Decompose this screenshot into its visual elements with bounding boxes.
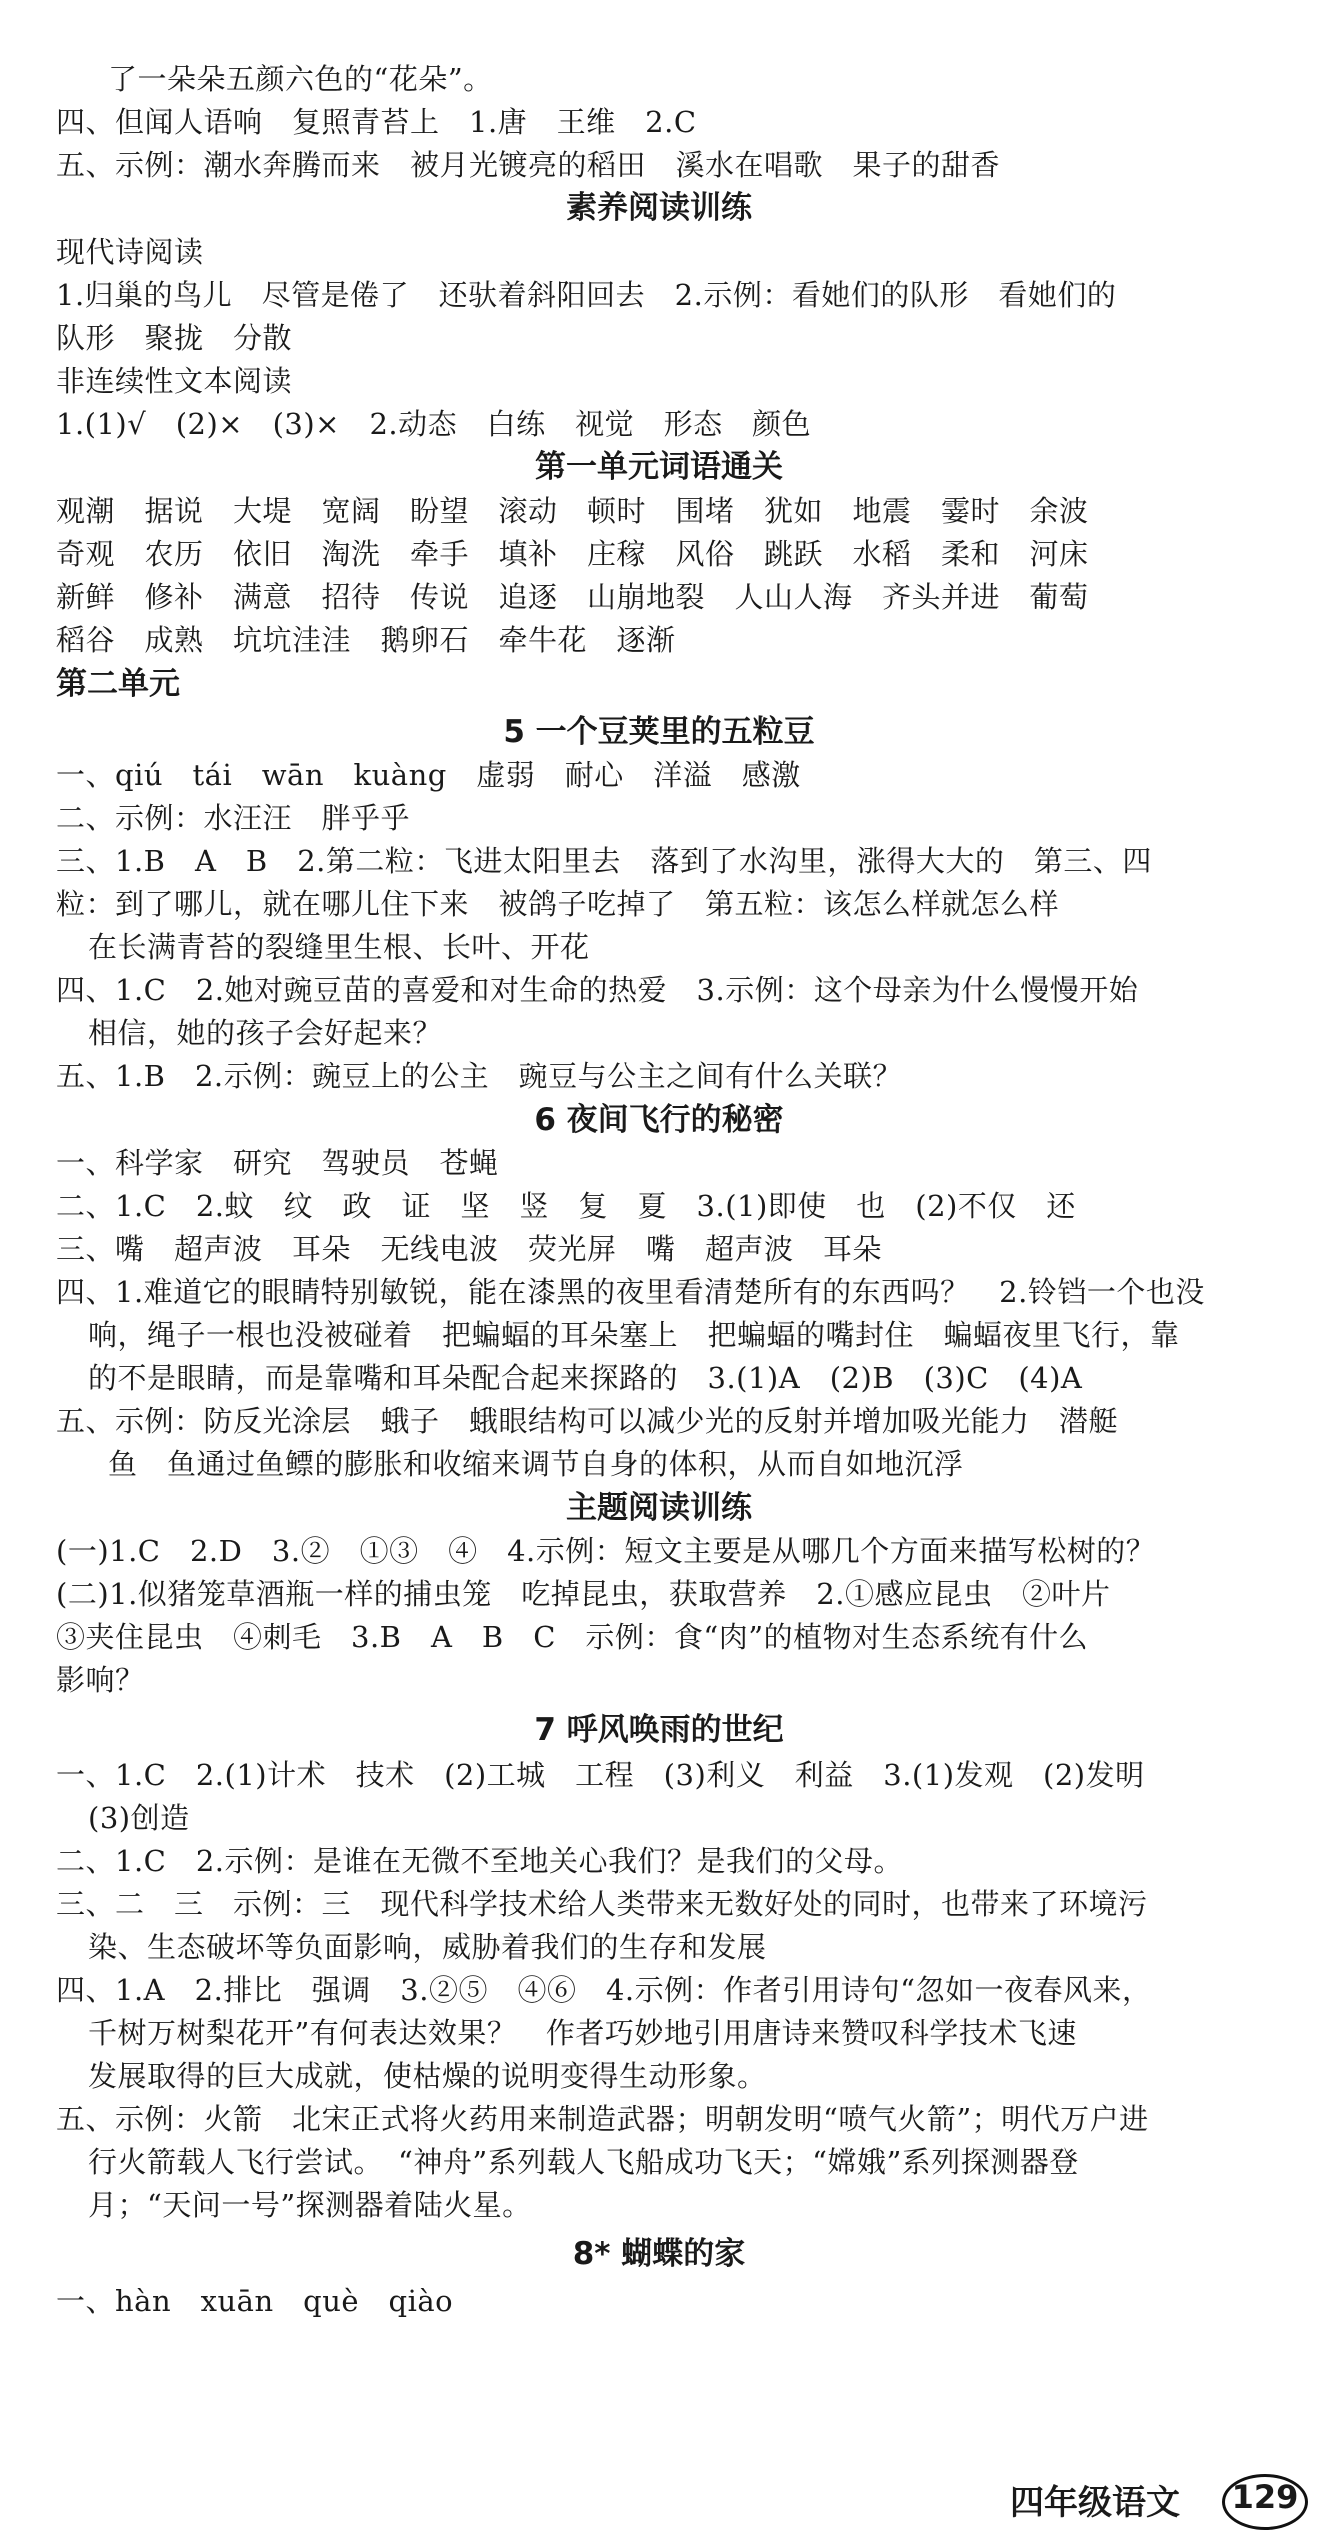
text-line: 一、qiú tái wān kuàng 虚弱 耐心 洋溢 感激 [56, 758, 801, 792]
section-heading: 第一单元词语通关 [535, 449, 783, 485]
lesson-title: 7 呼风唤雨的世纪 [534, 1712, 784, 1748]
lesson-title: 6 夜间飞行的秘密 [534, 1102, 784, 1138]
text-line: 响，绳子一根也没被碰着 把蝙蝠的耳朵塞上 把蝙蝠的嘴封住 蝙蝠夜里飞行，靠 [88, 1318, 1180, 1352]
text-line: (一)1.C 2.D 3.② ①③ ④ 4.示例：短文主要是从哪几个方面来描写松树的？ [56, 1534, 1156, 1568]
text-line: 染、生态破坏等负面影响，威胁着我们的生存和发展 [88, 1930, 767, 1964]
text-line: 三、二 三 示例：三 现代科学技术给人类带来无数好处的同时，也带来了环境污 [56, 1887, 1148, 1921]
word-row: 奇观 农历 依旧 淘洗 牵手 填补 庄稼 风俗 跳跃 水稻 柔和 河床 [56, 537, 1089, 571]
text-line: 相信，她的孩子会好起来？ [88, 1016, 443, 1050]
text-line: 五、示例：潮水奔腾而来 被月光镀亮的稻田 溪水在唱歌 果子的甜香 [56, 148, 1001, 182]
text-line: 三、嘴 超声波 耳朵 无线电波 荧光屏 嘴 超声波 耳朵 [56, 1232, 883, 1266]
page-number-badge [1222, 2474, 1306, 2528]
lesson-title: 8* 蝴蝶的家 [572, 2236, 746, 2272]
text-line: 一、hàn xuān què qiào [56, 2284, 454, 2318]
text-line: 影响？ [56, 1663, 145, 1697]
section-heading: 素养阅读训练 [566, 190, 752, 226]
text-line: 1.归巢的鸟儿 尽管是倦了 还驮着斜阳回去 2.示例：看她们的队形 看她们的 [56, 278, 1117, 312]
text-line: 现代诗阅读 [56, 235, 204, 269]
text-line: 1.(1)√ (2)× (3)× 2.动态 白练 视觉 形态 颜色 [56, 407, 812, 441]
text-line: 五、1.B 2.示例：豌豆上的公主 豌豆与公主之间有什么关联？ [56, 1059, 903, 1093]
text-line: 了一朵朵五颜六色的“花朵”。 [108, 62, 493, 96]
text-line: ③夹住昆虫 ④刺毛 3.B A B C 示例：食“肉”的植物对生态系统有什么 [56, 1620, 1089, 1654]
text-line: 的不是眼睛，而是靠嘴和耳朵配合起来探路的 3.(1)A (2)B (3)C (4)A [88, 1361, 1083, 1395]
section-heading: 主题阅读训练 [566, 1490, 752, 1526]
text-line: 一、科学家 研究 驾驶员 苍蝇 [56, 1146, 499, 1180]
text-line: 四、但闻人语响 复照青苔上 1.唐 王维 2.C [56, 105, 697, 139]
text-line: 鱼 鱼通过鱼鳔的膨胀和收缩来调节自身的体积，从而自如地沉浮 [108, 1447, 964, 1481]
word-row: 稻谷 成熟 坑坑洼洼 鹅卵石 牵牛花 逐渐 [56, 623, 676, 657]
text-line: 队形 聚拢 分散 [56, 321, 293, 355]
word-row: 新鲜 修补 满意 招待 传说 追逐 山崩地裂 人山人海 齐头并进 葡萄 [56, 580, 1089, 614]
text-line: 四、1.A 2.排比 强调 3.②⑤ ④⑥ 4.示例：作者引用诗句“忽如一夜春风来， [56, 1973, 1152, 2007]
text-line: 非连续性文本阅读 [56, 364, 293, 398]
text-line: 一、1.C 2.(1)计术 技术 (2)工城 工程 (3)利义 利益 3.(1)发观 (2)发明 [56, 1758, 1145, 1792]
text-line: 四、1.难道它的眼睛特别敏锐，能在漆黑的夜里看清楚所有的东西吗？ 2.铃铛一个也没 [56, 1275, 1205, 1309]
text-line: 四、1.C 2.她对豌豆苗的喜爱和对生命的热爱 3.示例：这个母亲为什么慢慢开始 [56, 973, 1139, 1007]
word-row: 观潮 据说 大堤 宽阔 盼望 滚动 顿时 围堵 犹如 地震 霎时 余波 [56, 494, 1089, 528]
text-line: 五、示例：火箭 北宋正式将火药用来制造武器；明朝发明“喷气火箭”；明代万户进 [56, 2102, 1149, 2136]
text-line: 二、示例：水汪汪 胖乎乎 [56, 801, 411, 835]
text-line: 行火箭载人飞行尝试。 “神舟”系列载人飞船成功飞天；“嫦娥”系列探测器登 [88, 2145, 1079, 2179]
text-line: 发展取得的巨大成就，使枯燥的说明变得生动形象。 [88, 2059, 767, 2093]
text-line: 千树万树梨花开”有何表达效果？ 作者巧妙地引用唐诗来赞叹科学技术飞速 [88, 2016, 1077, 2050]
text-line: (二)1.似猪笼草酒瓶一样的捕虫笼 吃掉昆虫，获取营养 2.①感应昆虫 ②叶片 [56, 1577, 1111, 1611]
unit-heading: 第二单元 [56, 666, 180, 702]
lesson-title: 5 一个豆荚里的五粒豆 [503, 714, 815, 750]
text-line: 三、1.B A B 2.第二粒：飞进太阳里去 落到了水沟里，涨得大大的 第三、四 [56, 844, 1152, 878]
text-line: 在长满青苔的裂缝里生根、长叶、开花 [88, 930, 590, 964]
page-number: 129 [1231, 2478, 1299, 2516]
text-line: (3)创造 [88, 1801, 190, 1835]
text-line: 二、1.C 2.示例：是谁在无微不至地关心我们？是我们的父母。 [56, 1844, 904, 1878]
grade-subject-label: 四年级语文 [1010, 2483, 1180, 2523]
text-line: 五、示例：防反光涂层 蛾子 蛾眼结构可以减少光的反射并增加吸光能力 潜艇 [56, 1404, 1119, 1438]
text-line: 二、1.C 2.蚊 纹 政 证 坚 竖 复 夏 3.(1)即使 也 (2)不仅 还 [56, 1189, 1076, 1223]
text-line: 月；“天问一号”探测器着陆火星。 [88, 2188, 532, 2222]
text-line: 粒：到了哪儿，就在哪儿住下来 被鸽子吃掉了 第五粒：该怎么样就怎么样 [56, 887, 1060, 921]
